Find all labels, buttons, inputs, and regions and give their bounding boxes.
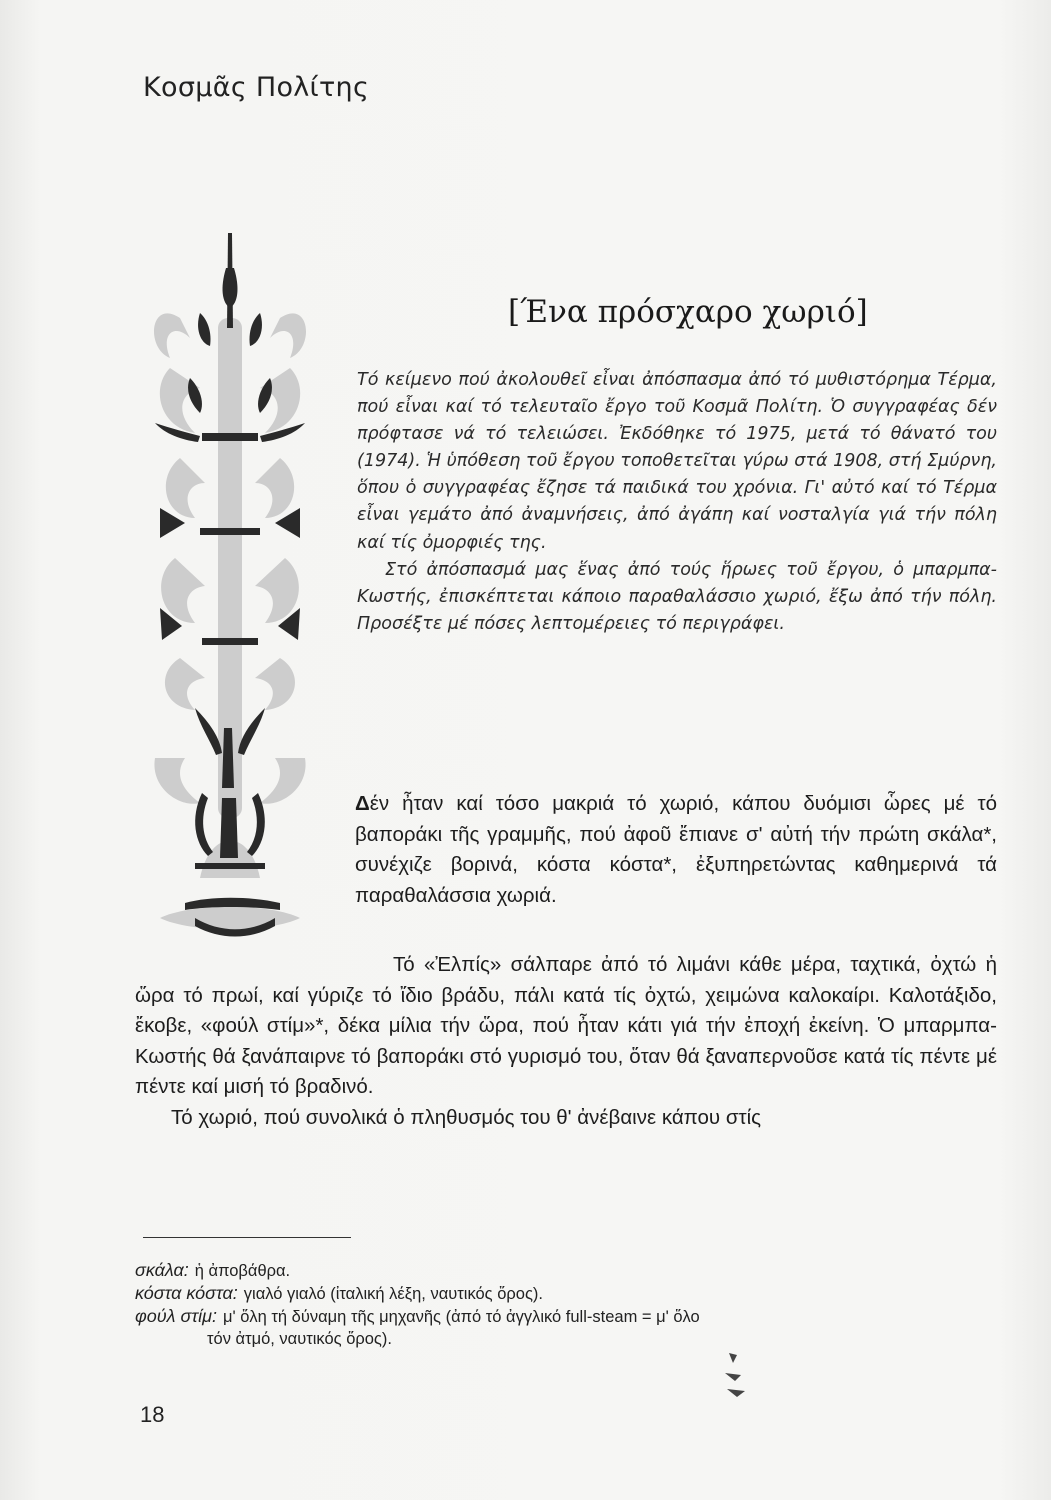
- footnote-divider: [143, 1237, 351, 1238]
- body-text-bottom: [135, 950, 997, 1133]
- footnote-term: κόστα κόστα:: [135, 1283, 238, 1303]
- footnote: [135, 1259, 1015, 1282]
- intro-paragraph: Τό κείμενο πού ἀκολουθεῖ εἶναι ἀπόσπασμα ἀπό τό μυθιστόρημα Τέρμα, πού εἶναι καί τό τελευταῖο ἔργο τοῦ Κοσμᾶ Πολίτη. Ὁ συγγραφέας δέν πρόφτασε νά τό τελειώσει. Ἐκδόθηκε τό 1975, μετά τό θάνατό του (1974). Ἡ ὑπόθεση τοῦ ἔργου τοποθετεῖται γύρω στά 1908, στή Σμύρνη, ὅπου ὁ συγγραφέας ἔζησε τά παιδικά του χρόνια. Γι' αὐτό καί τό Τέρμα εἶναι γεμάτο ἀπό ἀναμνήσεις, ἀπό ἀγάπη καί νοσταλγία γιά τήν πόλη καί τίς ὀμορφιές της.: [357, 370, 997, 553]
- footnote: [135, 1282, 1015, 1305]
- footnote-term: σκάλα:: [135, 1260, 189, 1280]
- footnote: [135, 1305, 1015, 1328]
- footnote-text: ἡ ἀποβάθρα.: [194, 1262, 291, 1280]
- intro-text: [357, 367, 997, 638]
- floral-ornament-illustration: [140, 228, 320, 948]
- body-paragraph: Τό χωριό, πού συνολικά ὁ πληθυσμός του θ' ἀνέβαινε κάπου στίς: [171, 1105, 762, 1129]
- footnote-term: φούλ στίμ:: [135, 1306, 217, 1326]
- chapter-title: [Ένα πρόσχαρο χωριό]: [508, 294, 868, 330]
- body-paragraph: Τό «Ἐλπίς» σάλπαρε ἀπό τό λιμάνι κάθε μέρα, ταχτικά, ὀχτώ ἡ ὥρα τό πρωί, καί γύριζε τό ἴδιο βράδυ, πάλι κατά τίς ὀχτώ, χειμώνα καλοκαίρι. Καλοτάξιδο, ἔκοβε, «φούλ στίμ»*, δέκα μίλια τήν ὥρα, πού ἦταν κάτι γιά τήν ἐποχή ἐκείνη. Ὁ μπαρμπα-Κωστής θά ξανάπαιρνε τό βαποράκι στό γυρισμό του, ὅταν θά ξαναπερνοῦσε κατά τίς πέντε μέ πέντε καί μισή τό βραδινό.: [135, 953, 997, 1098]
- author-name: Κοσμᾶς Πολίτης: [143, 72, 370, 103]
- footnote-continuation: τόν ἀτμό, ναυτικός ὅρος).: [207, 1330, 392, 1348]
- intro-paragraph: Στό ἀπόσπασμά μας ἕνας ἀπό τούς ἥρωες τοῦ ἔργου, ὁ μπαρμπα-Κωστής, ἐπισκέπτεται κάποιο παραθαλάσσιο χωριό, ἔξω ἀπό τήν πόλη. Προσέξτε μέ πόσες λεπτομέρειες τό περιγράφει.: [357, 559, 997, 634]
- page-number: 18: [140, 1402, 165, 1427]
- drop-cap: Δ: [355, 792, 370, 815]
- footnotes: [135, 1259, 1015, 1350]
- footnote-text: μ' ὅλη τή δύναμη τῆς μηχανῆς (ἀπό τό ἀγγλικό full-steam = μ' ὅλο: [222, 1308, 700, 1326]
- body-paragraph-text: έν ἦταν καί τόσο μακριά τό χωριό, κάπου δυόμισι ὧρες μέ τό βαποράκι τῆς γραμμῆς, πού ἀφοῦ ἔπιανε σ' αὐτή τήν πρώτη σκάλα*, συνέχιζε βορινά, κόστα κόστα*, ἐξυπηρετώντας καθημερινά τά παραθαλάσσια χωριά.: [355, 792, 997, 907]
- body-paragraph: [355, 789, 997, 911]
- body-text-top: [355, 789, 997, 911]
- footnote-text: γιαλό γιαλό (ἰταλική λέξη, ναυτικός ὅρος).: [243, 1285, 543, 1303]
- print-speck-mark: [715, 1345, 755, 1405]
